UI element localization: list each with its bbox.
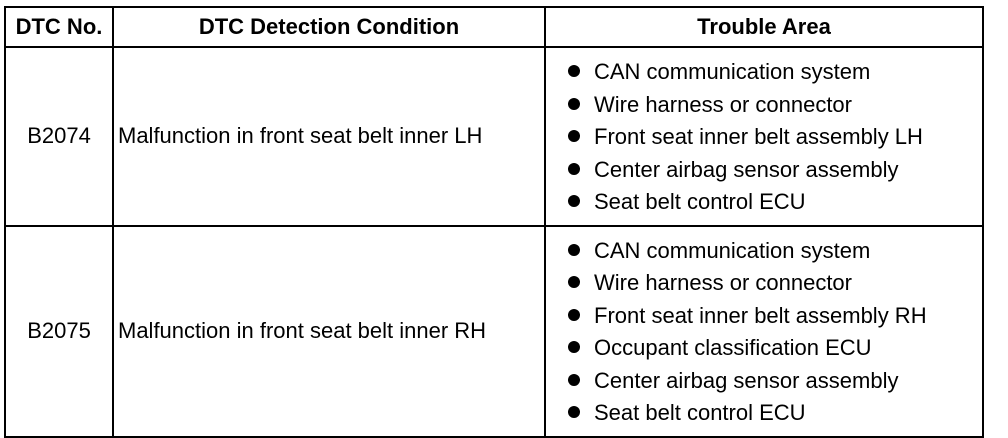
- list-item: [568, 154, 982, 187]
- bullet-icon: [568, 341, 580, 353]
- trouble-area-text: Seat belt control ECU: [594, 189, 806, 214]
- header-dtc-no: DTC No.: [5, 7, 113, 47]
- list-item: [568, 121, 982, 154]
- dtc-code: B2075: [5, 226, 113, 437]
- trouble-area-text: CAN communication system: [594, 237, 871, 263]
- trouble-area-list: [546, 227, 982, 436]
- bullet-icon: [568, 163, 580, 175]
- list-item: [568, 56, 982, 89]
- trouble-area-text: CAN communication system: [594, 59, 871, 84]
- list-item: [568, 267, 982, 300]
- trouble-area-list: [546, 48, 982, 225]
- list-item: [568, 235, 982, 268]
- table-row: [5, 47, 983, 226]
- header-detection-condition: DTC Detection Condition: [113, 7, 545, 47]
- trouble-area-text: Occupant classification ECU: [594, 335, 872, 360]
- trouble-area-text: Front seat inner belt assembly LH: [594, 124, 923, 149]
- dtc-code: B2074: [5, 47, 113, 226]
- bullet-icon: [568, 98, 580, 110]
- trouble-area-text: Center airbag sensor assembly: [594, 156, 899, 182]
- trouble-area-text: Wire harness or connector: [594, 270, 852, 295]
- bullet-icon: [568, 406, 580, 418]
- list-item: [568, 332, 982, 365]
- bullet-icon: [568, 309, 580, 321]
- bullet-icon: [568, 244, 580, 256]
- list-item: [568, 365, 982, 398]
- trouble-area-text: Wire harness or connector: [594, 91, 852, 117]
- bullet-icon: [568, 130, 580, 142]
- bullet-icon: [568, 276, 580, 288]
- bullet-icon: [568, 374, 580, 386]
- list-item: [568, 89, 982, 122]
- trouble-area-text: Seat belt control ECU: [594, 400, 806, 425]
- header-trouble-area: Trouble Area: [545, 7, 983, 47]
- list-item: [568, 186, 982, 219]
- trouble-area-text: Front seat inner belt assembly RH: [594, 302, 927, 328]
- detection-condition: Malfunction in front seat belt inner RH: [113, 226, 545, 437]
- trouble-area-cell: [545, 226, 983, 437]
- detection-condition: Malfunction in front seat belt inner LH: [113, 47, 545, 226]
- list-item: [568, 397, 982, 430]
- list-item: [568, 300, 982, 333]
- table-row: [5, 226, 983, 437]
- dtc-table: [4, 6, 984, 438]
- trouble-area-text: Center airbag sensor assembly: [594, 367, 899, 393]
- trouble-area-cell: [545, 47, 983, 226]
- bullet-icon: [568, 195, 580, 207]
- header-row: [5, 7, 983, 47]
- bullet-icon: [568, 65, 580, 77]
